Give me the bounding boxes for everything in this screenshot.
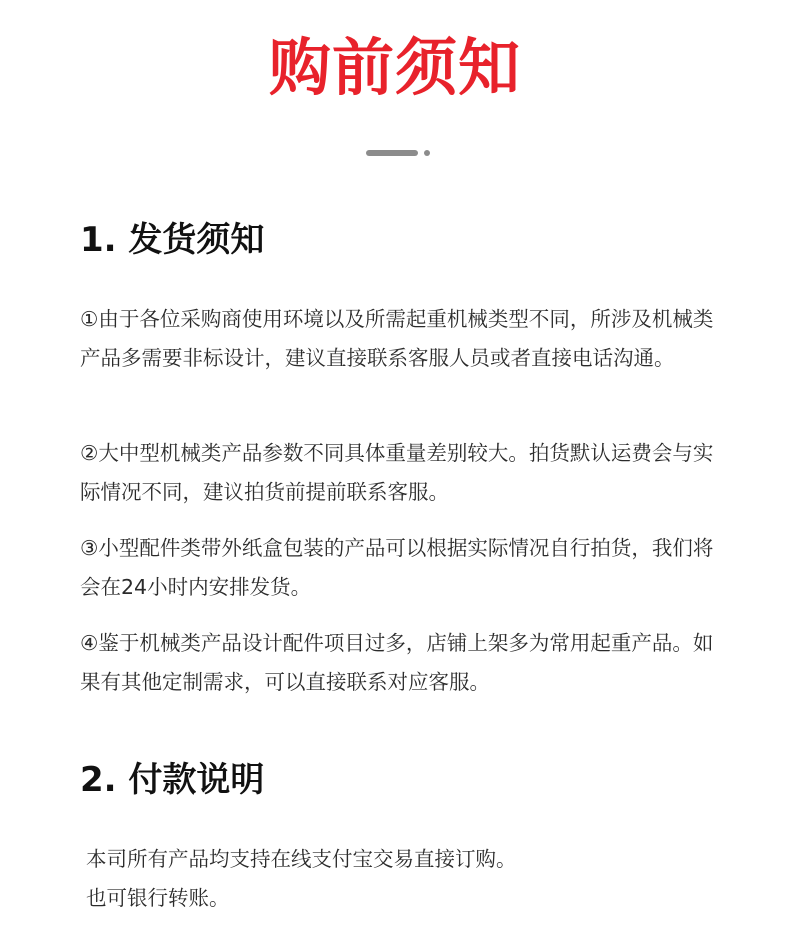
payment-line-1: 本司所有产品均支持在线支付宝交易直接订购。: [86, 847, 517, 871]
divider-dot: [424, 150, 430, 156]
page-title: 购前须知: [268, 31, 521, 104]
title-divider: [366, 150, 434, 156]
payment-line-2: 也可银行转账。: [86, 886, 230, 910]
shipping-note-3: ③小型配件类带外纸盒包装的产品可以根据实际情况自行拍货，我们将会在24小时内安排发货。: [80, 536, 714, 599]
shipping-note-4: ④鉴于机械类产品设计配件项目过多，店铺上架多为常用起重产品。如果有其他定制需求，可以直接联系对应客服。: [80, 631, 714, 694]
payment-notes: [86, 840, 726, 918]
shipping-note-2: ②大中型机械类产品参数不同具体重量差别较大。拍货默认运费会与实际情况不同，建议拍货前提前联系客服。: [80, 441, 714, 504]
section-heading-payment: 2. 付款说明: [80, 760, 265, 800]
divider-line: [366, 150, 418, 156]
section-heading-shipping: 1. 发货须知: [80, 220, 265, 260]
shipping-note-1: ①由于各位采购商使用环境以及所需起重机械类型不同，所涉及机械类产品多需要非标设计，建议直接联系客服人员或者直接电话沟通。: [80, 307, 714, 370]
